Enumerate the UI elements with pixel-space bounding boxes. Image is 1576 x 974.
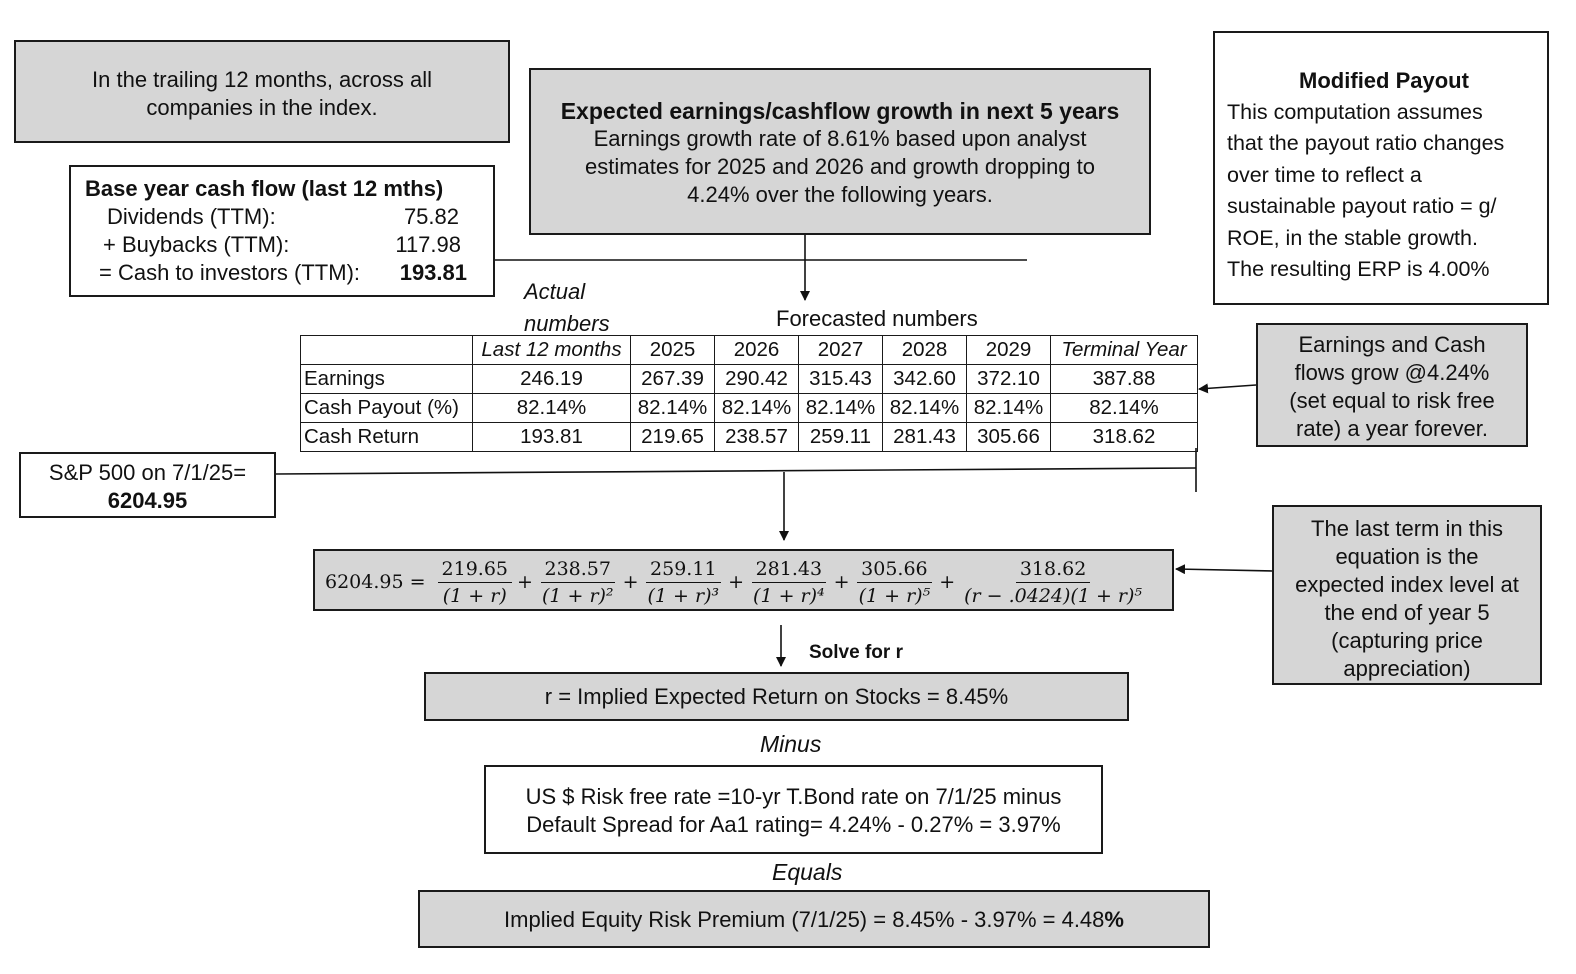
table-header-2026: 2026: [715, 336, 799, 365]
buybacks-label: + Buybacks (TTM):: [103, 232, 290, 257]
valuation-equation-box: [313, 549, 1174, 611]
table-cell: 290.42: [715, 365, 799, 394]
cash-to-investors-row: [85, 259, 481, 287]
table-cell: 82.14%: [883, 394, 967, 423]
term-denominator: (1 + r)⁴: [753, 584, 825, 607]
equation-lhs: 6204.95 =: [325, 571, 426, 593]
table-cell: 315.43: [799, 365, 883, 394]
last-term-line3: expected index level at: [1295, 572, 1519, 597]
table-cell: 193.81: [473, 423, 631, 452]
term-numerator: 281.43: [752, 558, 826, 583]
last-term-line5: (capturing price: [1331, 628, 1483, 653]
cash-flow-table: [300, 335, 1198, 452]
modified-payout-line4: sustainable payout ratio = g/: [1227, 194, 1497, 218]
table-header-2025: 2025: [631, 336, 715, 365]
equals-label: Equals: [772, 859, 843, 885]
last-term-note-box: [1272, 505, 1542, 685]
expected-growth-box: [529, 68, 1151, 235]
expected-growth-line2: estimates for 2025 and 2026 and growth dropping to: [584, 154, 1096, 179]
table-cell: 82.14%: [715, 394, 799, 423]
sp500-label: S&P 500 on 7/1/25=: [48, 460, 247, 485]
actual-label-line1: Actual: [524, 279, 586, 304]
cash-payout-label: Cash Payout (%): [301, 394, 473, 423]
implied-erp-percent: %: [1104, 907, 1124, 932]
plus-sign: +: [939, 571, 956, 593]
last-term-line4: the end of year 5: [1324, 600, 1490, 625]
table-row: [301, 394, 1198, 423]
modified-payout-line5: ROE, in the stable growth.: [1227, 225, 1478, 250]
sp500-connector: [276, 468, 1196, 474]
equation-term-4: [749, 558, 829, 607]
table-cell: 305.66: [967, 423, 1051, 452]
modified-payout-box: [1213, 31, 1549, 305]
modified-payout-line2: that the payout ratio changes: [1227, 131, 1505, 155]
table-cell: 82.14%: [967, 394, 1051, 423]
plus-sign: +: [728, 571, 745, 593]
term-numerator: 305.66: [857, 558, 931, 583]
table-cell: 259.11: [799, 423, 883, 452]
term-denominator: (1 + r)²: [541, 584, 614, 607]
equation-term-2: [538, 558, 618, 607]
equation-term-5: [855, 558, 935, 607]
expected-growth-title: Expected earnings/cashflow growth in next 5 years: [560, 98, 1120, 124]
cash-to-investors-value: 193.81: [399, 260, 467, 285]
dividends-row: [85, 203, 481, 231]
plus-sign: +: [622, 571, 639, 593]
table-header-empty: [301, 336, 473, 365]
sp500-box: [19, 452, 276, 518]
dividends-label: Dividends (TTM):: [107, 204, 276, 229]
table-header-terminal: Terminal Year: [1051, 336, 1198, 365]
risk-free-rate-box: [484, 765, 1103, 854]
grow-note-line2: flows grow @4.24%: [1294, 360, 1490, 385]
equation-row: [325, 555, 1148, 609]
cash-return-label: Cash Return: [301, 423, 473, 452]
table-header-last12: Last 12 months: [473, 336, 631, 365]
table-cell: 82.14%: [799, 394, 883, 423]
earnings-label: Earnings: [301, 365, 473, 394]
modified-payout-line6: The resulting ERP is 4.00%: [1227, 257, 1490, 281]
modified-payout-line1: This computation assumes: [1227, 99, 1483, 124]
equation-term-terminal: [960, 558, 1146, 607]
table-cell: 267.39: [631, 365, 715, 394]
cash-to-investors-label: = Cash to investors (TTM):: [99, 260, 361, 285]
term-denominator: (1 + r)³: [647, 584, 720, 607]
term-denominator: (1 + r): [442, 584, 507, 607]
trailing-note-line2: companies in the index.: [146, 95, 378, 120]
equation-term-1: [438, 558, 512, 607]
table-cell: 387.88: [1051, 365, 1198, 394]
table-header-2029: 2029: [967, 336, 1051, 365]
implied-erp-box: [418, 890, 1210, 948]
minus-label: Minus: [760, 731, 822, 757]
equation-term-3: [643, 558, 723, 607]
table-cell: 82.14%: [631, 394, 715, 423]
risk-free-line1: US $ Risk free rate =10-yr T.Bond rate on 7/1/25 minus: [525, 784, 1062, 809]
table-header-row: [301, 336, 1198, 365]
last-term-line2: equation is the: [1335, 544, 1479, 569]
modified-payout-line3: over time to reflect a: [1227, 162, 1422, 187]
last-term-line6: appreciation): [1343, 656, 1471, 681]
table-header-2028: 2028: [883, 336, 967, 365]
grow-note-arrow: [1199, 385, 1256, 389]
plus-sign: +: [833, 571, 850, 593]
grow-note-line1: Earnings and Cash: [1298, 332, 1486, 357]
buybacks-value: 117.98: [395, 232, 461, 257]
plus-sign: +: [517, 571, 533, 593]
table-cell: 219.65: [631, 423, 715, 452]
actual-numbers-label: [524, 276, 610, 340]
buybacks-row: [85, 231, 481, 259]
forecasted-numbers-label: Forecasted numbers: [776, 306, 978, 331]
table-cell: 82.14%: [1051, 394, 1198, 423]
table-cell: 372.10: [967, 365, 1051, 394]
table-cell: 238.57: [715, 423, 799, 452]
base-year-cash-flow-box: [69, 165, 495, 297]
trailing-note-box: [14, 40, 510, 143]
table-cell: 281.43: [883, 423, 967, 452]
risk-free-line2: Default Spread for Aa1 rating= 4.24% - 0.27% = 3.97%: [526, 812, 1061, 837]
implied-erp-text: Implied Equity Risk Premium (7/1/25) = 8.45% - 3.97% = 4.48: [504, 907, 1105, 932]
term-denominator: (1 + r)⁵: [858, 584, 931, 607]
term-numerator: 318.62: [1016, 558, 1090, 583]
expected-growth-line3: 4.24% over the following years.: [687, 182, 993, 207]
expected-growth-line1: Earnings growth rate of 8.61% based upon analyst: [593, 126, 1087, 151]
growth-forever-note-box: [1256, 323, 1528, 447]
implied-return-box: [424, 672, 1129, 721]
table-cell: 318.62: [1051, 423, 1198, 452]
grow-note-line4: rate) a year forever.: [1296, 416, 1488, 441]
table-header-2027: 2027: [799, 336, 883, 365]
table-cell: 246.19: [473, 365, 631, 394]
base-year-title: Base year cash flow (last 12 mths): [85, 176, 444, 201]
last-term-line1: The last term in this: [1311, 516, 1503, 541]
actual-label-line2: numbers: [524, 311, 610, 336]
table-cell: 82.14%: [473, 394, 631, 423]
term-numerator: 238.57: [541, 558, 615, 583]
modified-payout-title: Modified Payout: [1299, 68, 1469, 93]
term-numerator: 219.65: [438, 558, 512, 583]
term-numerator: 259.11: [646, 558, 720, 583]
solve-for-r-label: Solve for r: [809, 642, 903, 663]
dividends-value: 75.82: [403, 204, 459, 229]
trailing-note-line1: In the trailing 12 months, across all: [92, 67, 432, 92]
grow-note-line3: (set equal to risk free: [1289, 388, 1495, 413]
implied-return-text: r = Implied Expected Return on Stocks = 8.45%: [544, 684, 1009, 709]
table-row: [301, 365, 1198, 394]
table-row: [301, 423, 1198, 452]
table-cell: 342.60: [883, 365, 967, 394]
term-denominator: (r − .0424)(1 + r)⁵: [964, 584, 1143, 607]
last-term-arrow: [1176, 569, 1272, 571]
sp500-value: 6204.95: [107, 488, 188, 513]
